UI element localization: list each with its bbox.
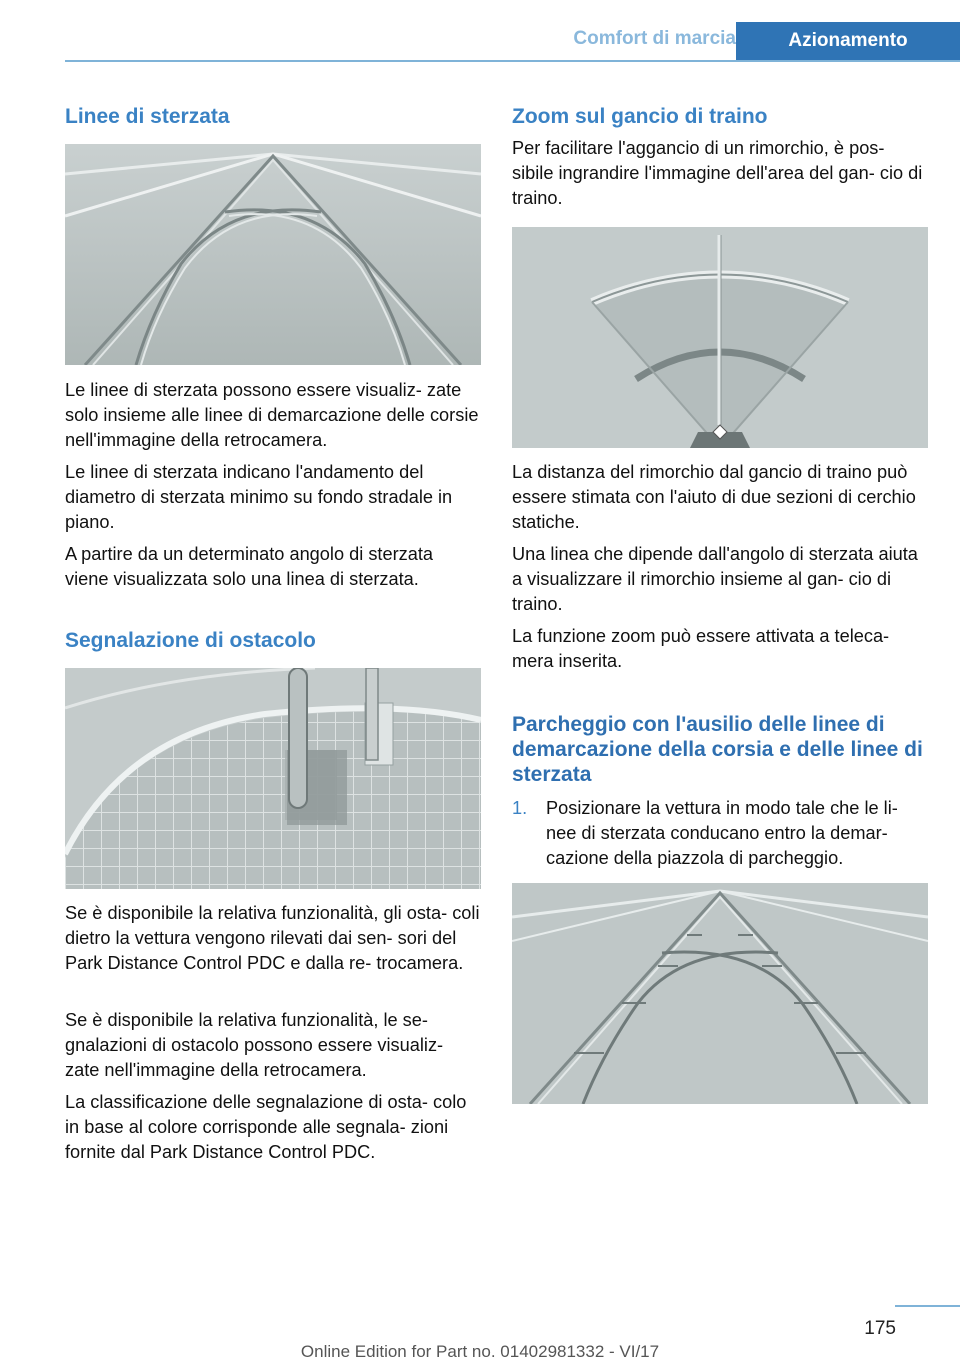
page-header: [0, 0, 960, 62]
numbered-list: [512, 796, 928, 871]
footer-rule: [895, 1305, 960, 1307]
paragraph: Le linee di sterzata possono essere visualiz‐ zate solo insieme alle linee di demarcazione delle corsie nell'immagine della retrocamera.: [65, 380, 479, 450]
page-number: 175: [864, 1318, 896, 1339]
paragraph: Le linee di sterzata indicano l'andamento del diametro di sterzata minimo su fondo stradale in piano.: [65, 462, 453, 532]
step-text: Posizionare la vettura in modo tale che le li‐ nee di sterzata conducano entro la demar‐ cazione della piazzola di parcheggio.: [546, 798, 898, 868]
paragraph: Per facilitare l'aggancio di un rimorchio, è pos‐ sibile ingrandire l'immagine dell'area del gan‐ cio di traino.: [512, 138, 923, 208]
paragraph: La classificazione delle segnalazione di osta‐ colo in base al colore corrisponde alle segnala‐ zioni fornite dal Park Distance Control PDC.: [65, 1092, 467, 1162]
step-number: 1.: [512, 798, 528, 818]
heading-hitch-zoom: Zoom sul gancio di traino: [512, 105, 768, 128]
paragraph: La funzione zoom può essere attivata a teleca‐ mera inserita.: [512, 626, 890, 671]
steering-lines-image: [65, 144, 481, 365]
paragraph: Una linea che dipende dall'angolo di sterzata aiuta a visualizzare il rimorchio insieme al gan‐ cio di traino.: [512, 544, 918, 614]
chapter-tab[interactable]: Azionamento: [736, 22, 960, 60]
paragraph: La distanza del rimorchio dal gancio di traino può essere stimata con l'aiuto di due sezioni di cerchio statiche.: [512, 462, 916, 532]
heading-obstacle-marking: Segnalazione di ostacolo: [65, 629, 316, 652]
paragraph: A partire da un determinato angolo di sterzata viene visualizzata solo una linea di sterzata.: [65, 544, 434, 589]
edition-footer: Online Edition for Part no. 01402981332 - VI/17: [300, 1342, 660, 1361]
heading-steering-lines: Linee di sterzata: [65, 105, 230, 128]
header-rule: [65, 60, 960, 62]
paragraph: Se è disponibile la relativa funzionalità, le se‐ gnalazioni di ostacolo possono essere visualiz‐ zate nell'immagine della retrocamera.: [65, 1010, 444, 1080]
hitch-zoom-image: [512, 227, 928, 448]
heading-parking-lines: Parcheggio con l'ausilio delle linee di demarcazione della corsia e delle linee di sterzata: [512, 713, 923, 786]
section-tab[interactable]: Comfort di marcia: [573, 28, 736, 49]
paragraph: Se è disponibile la relativa funzionalità, gli osta‐ coli dietro la vettura vengono rilevati dai sen‐ sori del Park Distance Control PDC e dalla re‐ trocamera.: [65, 903, 480, 973]
obstacle-marking-image: [65, 668, 481, 889]
parking-lines-image: [512, 883, 928, 1104]
